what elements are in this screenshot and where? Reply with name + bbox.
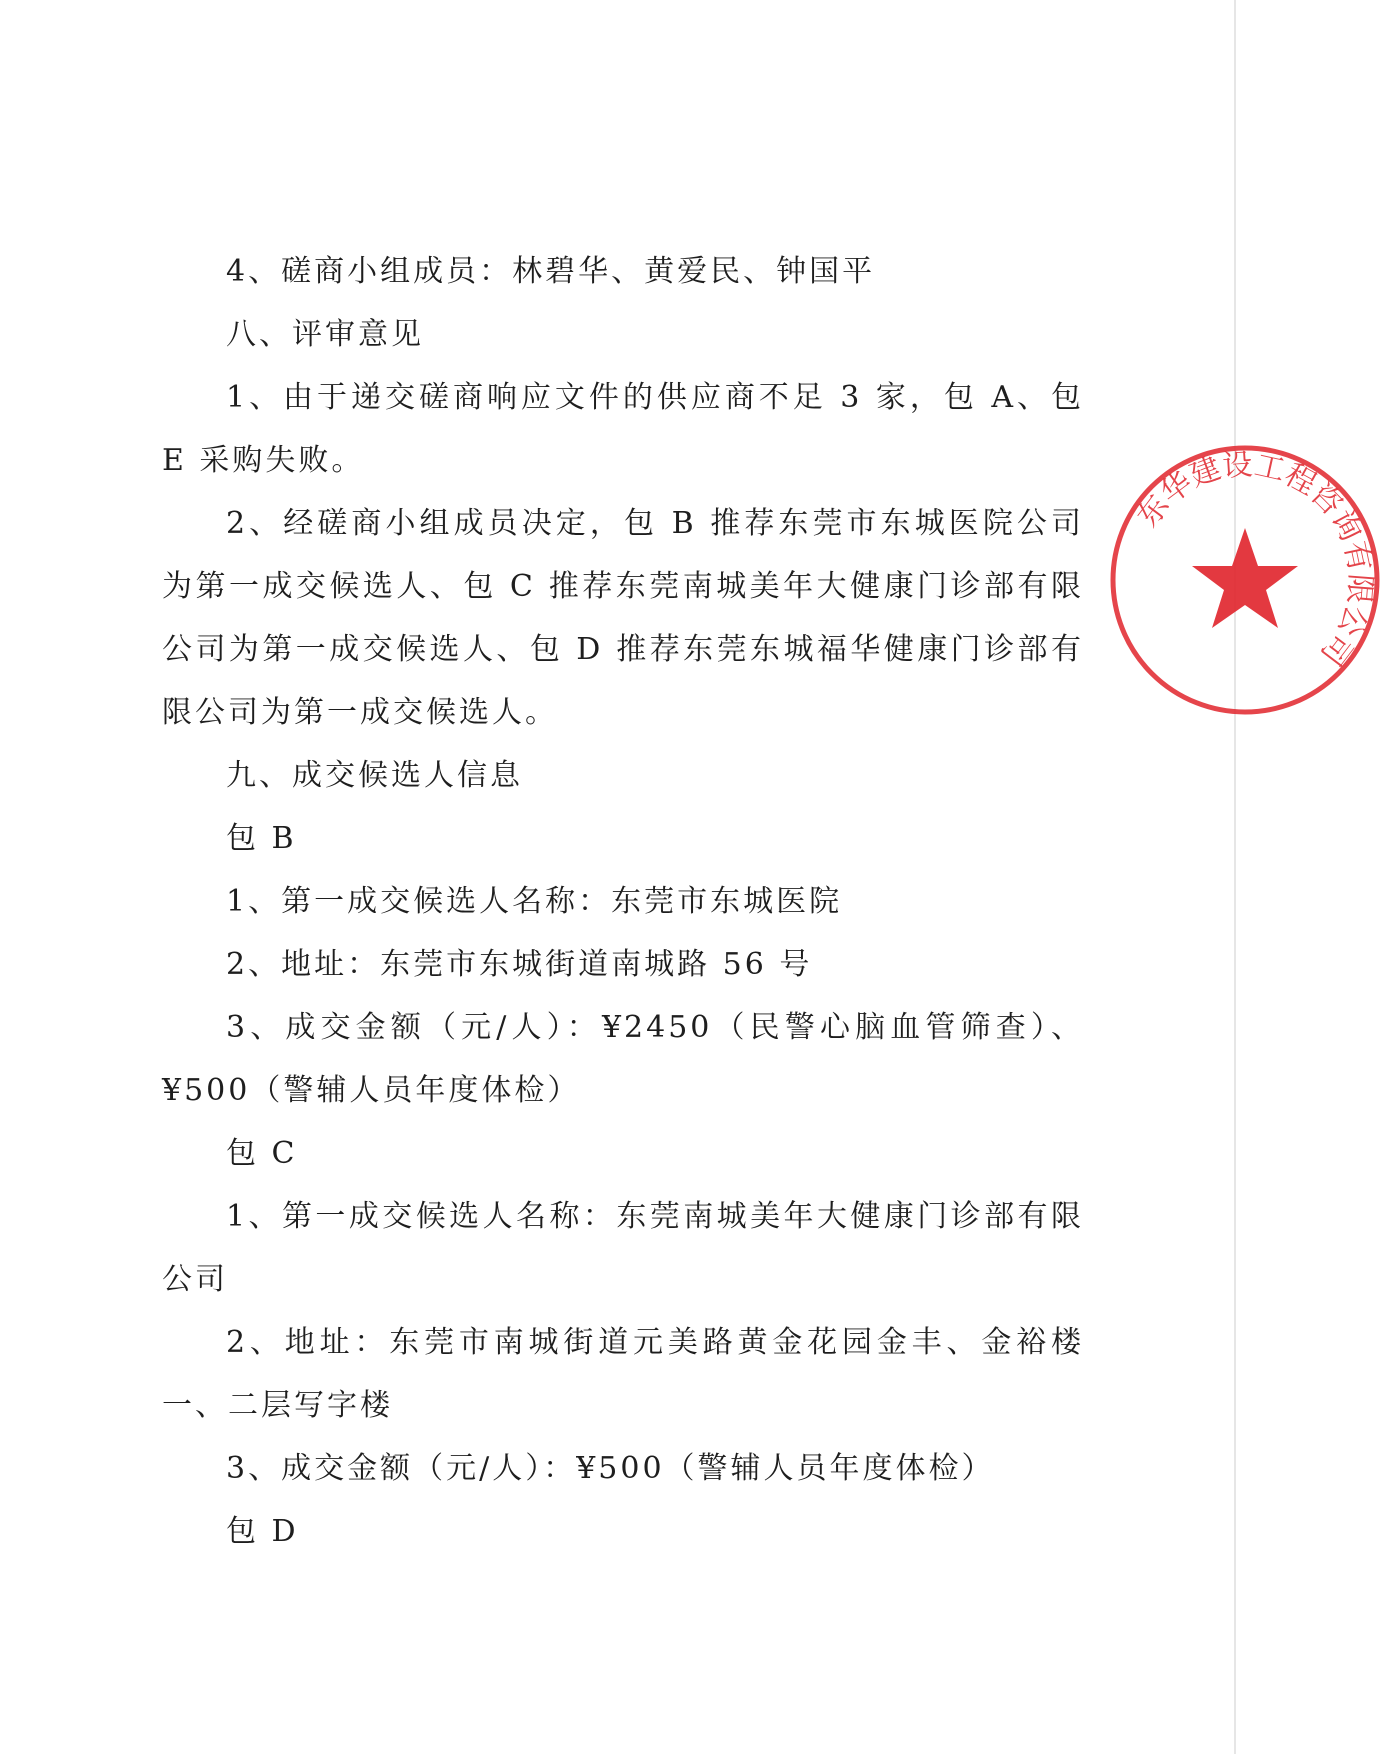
package-c-label: 包 C: [226, 1136, 298, 1171]
paragraph-negotiation-members: 4、磋商小组成员：林碧华、黄爱民、钟国平: [226, 254, 876, 289]
heading-review-opinion: 八、评审意见: [226, 317, 424, 352]
page-edge-shadow: [1234, 0, 1236, 1754]
heading-candidate-info: 九、成交候选人信息: [226, 758, 523, 793]
package-c-amount: 3、成交金额（元/人）：¥500（警辅人员年度体检）: [226, 1451, 995, 1486]
package-b-amount: 3、成交金额（元/人）：¥2450（民警心脑血管筛查）、¥500（警辅人员年度体检）: [162, 1010, 1084, 1108]
seal-text: 东华建设工程咨询有限公司: [1130, 447, 1378, 672]
paragraph-procurement-failed: 1、由于递交磋商响应文件的供应商不足 3 家，包 A、包 E 采购失败。: [162, 380, 1084, 478]
paragraph-recommendations: 2、经磋商小组成员决定，包 B 推荐东莞市东城医院公司为第一成交候选人、包 C 推荐东莞南城美年大健康门诊部有限公司为第一成交候选人、包 D 推荐东莞东城福华健康门诊部有限公司为第一成交候选人。: [162, 506, 1084, 730]
company-seal-stamp: [1105, 440, 1385, 720]
seal-star-icon: [1192, 528, 1298, 628]
package-c-candidate-name: 1、第一成交候选人名称：东莞南城美年大健康门诊部有限公司: [162, 1199, 1084, 1297]
package-c-address: 2、地址：东莞市南城街道元美路黄金花园金丰、金裕楼一、二层写字楼: [162, 1325, 1084, 1423]
document-body: [162, 240, 1084, 1563]
package-b-address: 2、地址：东莞市东城街道南城路 56 号: [226, 947, 813, 982]
package-b-candidate-name: 1、第一成交候选人名称：东莞市东城医院: [226, 884, 843, 919]
package-d-label: 包 D: [226, 1514, 299, 1549]
package-b-label: 包 B: [226, 821, 297, 856]
